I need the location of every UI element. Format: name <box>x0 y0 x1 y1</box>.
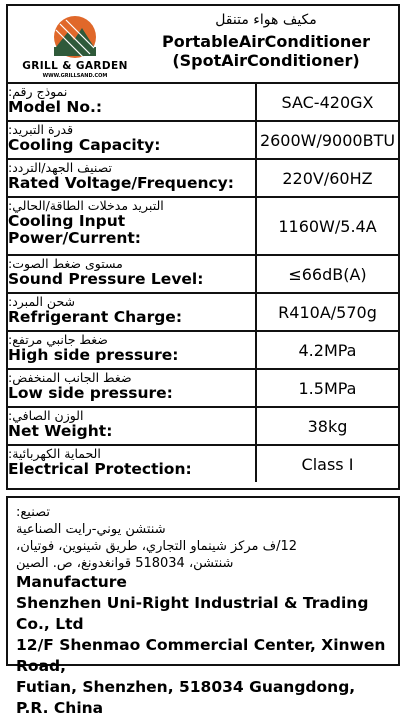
value-cell: R410A/570g <box>256 293 398 331</box>
label-english: Net Weight: <box>8 422 113 440</box>
manufacturer-address-2: Futian, Shenzhen, 518034 Guangdong, P.R. China <box>16 678 356 717</box>
logo-url: WWW.GRILLSAND.COM <box>42 73 108 79</box>
title-arabic: مكيف هواء متنقل <box>215 12 317 28</box>
value-cell: 4.2MPa <box>256 331 398 369</box>
label-arabic: شحن المبرد: <box>8 294 75 309</box>
spec-row-electrical-protection <box>8 445 398 482</box>
label-english: Model No.: <box>8 98 103 116</box>
value-cell: 38kg <box>256 407 398 445</box>
label-arabic: ضغط جانبي مرتفع: <box>8 332 108 347</box>
label-english: Sound Pressure Level: <box>8 270 204 288</box>
label-arabic: ضغط الجانب المنخفض: <box>8 370 132 385</box>
value-cell: 1.5MPa <box>256 369 398 407</box>
manufacturer-name: Shenzhen Uni-Right Industrial & Trading Co., Ltd <box>16 594 369 633</box>
label-arabic: التبريد مدخلات الطاقة/الحالي: <box>8 198 164 213</box>
label-arabic: تصنيف الجهد/التردد: <box>8 160 112 175</box>
spec-row-high-pressure <box>8 331 398 369</box>
value-cell: 220V/60HZ <box>256 159 398 197</box>
label-english: Cooling Capacity: <box>8 136 161 154</box>
value-cell: 2600W/9000BTU <box>256 121 398 159</box>
manufacturer-heading: Manufacture <box>16 573 127 591</box>
grill-garden-logo-icon <box>16 14 134 60</box>
spec-row-voltage <box>8 159 398 197</box>
label-english: Rated Voltage/Frequency: <box>8 174 234 192</box>
value-cell: ≤66dB(A) <box>256 255 398 293</box>
label-header <box>8 6 398 84</box>
label-english: Cooling Input <box>8 212 126 230</box>
title-english-subtitle: (SpotAirConditioner) <box>172 51 360 70</box>
spec-row-low-pressure <box>8 369 398 407</box>
label-arabic: مستوى ضغط الصوت: <box>8 256 123 271</box>
value-cell: SAC-420GX <box>256 84 398 121</box>
label-arabic: الوزن الصافي: <box>8 408 84 423</box>
spec-row-cooling-input <box>8 197 398 255</box>
label-english: High side pressure: <box>8 346 179 364</box>
manufacturer-address-1: 12/F Shenmao Commercial Center, Xinwen Road, <box>16 636 386 675</box>
spec-table <box>8 84 398 482</box>
manufacturer-ar-name: شنتشن يوني-رايت الصناعية <box>16 522 166 537</box>
value-cell: 1160W/5.4A <box>256 197 398 255</box>
spec-row-net-weight <box>8 407 398 445</box>
manufacturer-ar-address-2: شنتشن، 518034 قوانغدونغ، ص. الصين <box>16 556 234 571</box>
value-cell: Class I <box>301 454 354 474</box>
label-english: Electrical Protection: <box>8 460 192 478</box>
label-english: Low side pressure: <box>8 384 173 402</box>
manufacturer-ar-address-1: 12/ف مركز شينماو التجاري، طريق شينوين، فوتيان، <box>16 539 298 554</box>
label-english: Refrigerant Charge: <box>8 308 183 326</box>
manufacturer-ar-heading: تصنيع: <box>16 505 51 520</box>
spec-label-frame <box>6 4 400 490</box>
manufacturer-box <box>6 496 400 717</box>
spec-row-refrigerant <box>8 293 398 331</box>
title-english: PortableAirConditioner <box>162 32 370 51</box>
spec-row-cooling-capacity <box>8 121 398 159</box>
spec-row-sound <box>8 255 398 293</box>
label-english-line2: Power/Current: <box>8 229 141 247</box>
logo-wordmark: GRILL & GARDEN <box>22 60 128 72</box>
label-arabic: نموذج رقم: <box>8 84 68 99</box>
label-arabic: قدرة التبريد: <box>8 122 74 137</box>
label-arabic: الحماية الكهربائية: <box>8 446 101 461</box>
brand-logo <box>16 14 134 80</box>
spec-row-model <box>8 84 398 121</box>
